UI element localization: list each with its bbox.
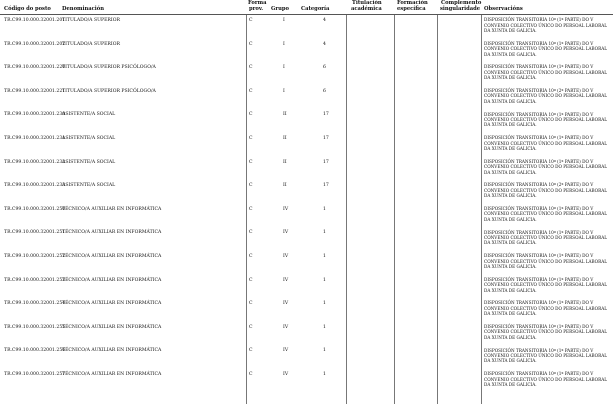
cell-denominacion: ASISTENTE/A SOCIAL <box>62 135 116 141</box>
cell-denominacion: TITULADO/A SUPERIOR <box>62 41 120 47</box>
header-formacion-1: Formación <box>397 0 428 6</box>
cell-denominacion: TÉCNICO/A AUXILIAR EN INFORMÁTICA <box>62 348 162 354</box>
table-row <box>0 345 613 369</box>
cell-codigo: TR.C99.10.000.32001.230 <box>4 112 66 118</box>
header-denominacion: Denominación <box>62 6 104 12</box>
cell-forma-prov: C <box>249 324 253 330</box>
cell-codigo: TR.C99.10.000.32001.231 <box>4 135 66 141</box>
cell-observacions: DISPOSICIÓN TRANSITORIA 10ª (1ª PARTE) DO V CONVENIO COLECTIVO ÚNICO DO PERSOAL LABORAL DA XUNTA DE GALICIA. <box>484 158 608 175</box>
cell-forma-prov: C <box>249 88 253 94</box>
cell-grupo: I <box>283 41 285 47</box>
cell-codigo: TR.C99.10.000.32001.221 <box>4 88 66 94</box>
cell-denominacion: TÉCNICO/A AUXILIAR EN INFORMÁTICA <box>62 206 162 212</box>
cell-forma-prov: C <box>249 301 253 307</box>
cell-observacions: DISPOSICIÓN TRANSITORIA 10ª (1ª PARTE) DO V CONVENIO COLECTIVO ÚNICO DO PERSOAL LABORAL DA XUNTA DE GALICIA. <box>484 64 608 81</box>
cell-codigo: TR.C99.10.000.32001.255 <box>4 324 66 330</box>
cell-codigo: TR.C99.10.000.32001.201 <box>4 18 66 23</box>
cell-categoria: 1 <box>323 324 326 330</box>
cell-codigo: TR.C99.10.000.32001.251 <box>4 230 66 236</box>
cell-grupo: IV <box>283 324 289 330</box>
cell-codigo: TR.C99.10.000.32001.232 <box>4 159 66 165</box>
cell-categoria: 1 <box>323 253 326 259</box>
table-row <box>0 157 613 181</box>
cell-grupo: II <box>283 183 287 189</box>
cell-categoria: 17 <box>323 112 329 118</box>
cell-grupo: IV <box>283 230 289 236</box>
cell-denominacion: ASISTENTE/A SOCIAL <box>62 112 116 118</box>
cell-grupo: I <box>283 65 285 71</box>
table-row <box>0 298 613 322</box>
cell-categoria: 1 <box>323 371 326 377</box>
cell-observacions: DISPOSICIÓN TRANSITORIA 10ª (1ª PARTE) DO V CONVENIO COLECTIVO ÚNICO DO PERSOAL LABORAL DA XUNTA DE GALICIA. <box>484 111 608 128</box>
table-row <box>0 133 613 157</box>
table-row <box>0 204 613 228</box>
cell-observacions: DISPOSICIÓN TRANSITORIA 10ª (1ª PARTE) DO V CONVENIO COLECTIVO ÚNICO DO PERSOAL LABORAL DA XUNTA DE GALICIA. <box>484 276 608 293</box>
cell-observacions: DISPOSICIÓN TRANSITORIA 10ª (1ª PARTE) DO V CONVENIO COLECTIVO ÚNICO DO PERSOAL LABORAL DA XUNTA DE GALICIA. <box>484 135 608 151</box>
header-categoria: Categoría <box>301 6 330 12</box>
header-grupo: Grupo <box>271 6 290 12</box>
cell-denominacion: TÉCNICO/A AUXILIAR EN INFORMÁTICA <box>62 324 162 330</box>
cell-observacions: DISPOSICIÓN TRANSITORIA 10ª (1ª PARTE) DO V CONVENIO COLECTIVO ÚNICO DO PERSOAL LABORAL DA XUNTA DE GALICIA. <box>484 300 608 317</box>
cell-categoria: 1 <box>323 277 326 283</box>
cell-grupo: I <box>283 18 285 23</box>
table-row <box>0 15 613 39</box>
cell-grupo: IV <box>283 348 289 354</box>
cell-codigo: TR.C99.10.000.32001.253 <box>4 277 66 283</box>
cell-categoria: 4 <box>323 41 326 47</box>
header-complemento-2: singularidade <box>440 6 481 12</box>
header-formacion-2: específica <box>397 6 426 12</box>
cell-categoria: 17 <box>323 183 329 189</box>
header-titulacion-2: académica <box>351 6 382 12</box>
cell-forma-prov: C <box>249 206 253 212</box>
cell-categoria: 17 <box>323 159 329 165</box>
table-body <box>0 15 613 393</box>
cell-denominacion: TITULADO/A SUPERIOR PSICÓLOGO/A <box>62 65 156 71</box>
cell-codigo: TR.C99.10.000.32001.233 <box>4 183 66 189</box>
cell-denominacion: TÉCNICO/A AUXILIAR EN INFORMÁTICA <box>62 253 162 259</box>
cell-grupo: IV <box>283 277 289 283</box>
cell-observacions: DISPOSICIÓN TRANSITORIA 10ª (1ª PARTE) DO V CONVENIO COLECTIVO ÚNICO DO PERSOAL LABORAL DA XUNTA DE GALICIA. <box>484 253 608 269</box>
header-complemento-1: Complemento <box>441 0 482 6</box>
cell-denominacion: TÉCNICO/A AUXILIAR EN INFORMÁTICA <box>62 230 162 236</box>
table-row <box>0 227 613 251</box>
cell-forma-prov: C <box>249 18 253 23</box>
cell-forma-prov: C <box>249 41 253 47</box>
cell-denominacion: TITULADO/A SUPERIOR PSICÓLOGO/A <box>62 88 156 94</box>
cell-denominacion: TÉCNICO/A AUXILIAR EN INFORMÁTICA <box>62 277 162 283</box>
cell-observacions: DISPOSICIÓN TRANSITORIA 10ª (1ª PARTE) DO V CONVENIO COLECTIVO ÚNICO DO PERSOAL LABORAL DA XUNTA DE GALICIA. <box>484 347 608 364</box>
cell-grupo: I <box>283 88 285 94</box>
cell-forma-prov: C <box>249 112 253 118</box>
cell-observacions: DISPOSICIÓN TRANSITORIA 10ª (1ª PARTE) DO V CONVENIO COLECTIVO ÚNICO DO PERSOAL LABORAL DA XUNTA DE GALICIA. <box>484 323 608 340</box>
cell-denominacion: ASISTENTE/A SOCIAL <box>62 183 116 189</box>
cell-observacions: DISPOSICIÓN TRANSITORIA 10ª (1ª PARTE) DO V CONVENIO COLECTIVO ÚNICO DO PERSOAL LABORAL DA XUNTA DE GALICIA. <box>484 40 608 57</box>
cell-categoria: 1 <box>323 206 326 212</box>
cell-forma-prov: C <box>249 183 253 189</box>
cell-observacions: DISPOSICIÓN TRANSITORIA 10ª (1ª PARTE) DO V CONVENIO COLECTIVO ÚNICO DO PERSOAL LABORAL DA XUNTA DE GALICIA. <box>484 371 608 387</box>
cell-categoria: 1 <box>323 301 326 307</box>
cell-codigo: TR.C99.10.000.32001.220 <box>4 65 66 71</box>
cell-forma-prov: C <box>249 277 253 283</box>
cell-categoria: 1 <box>323 230 326 236</box>
cell-grupo: IV <box>283 253 289 259</box>
cell-codigo: TR.C99.10.000.32001.250 <box>4 206 66 212</box>
table-row <box>0 62 613 86</box>
cell-codigo: TR.C99.10.000.32001.202 <box>4 41 66 47</box>
cell-categoria: 4 <box>323 18 326 23</box>
cell-codigo: TR.C99.10.000.32001.252 <box>4 253 66 259</box>
cell-denominacion: TÉCNICO/A AUXILIAR EN INFORMÁTICA <box>62 301 162 307</box>
header-observacions: Observacións <box>484 6 523 12</box>
cell-codigo: TR.C99.10.000.32001.256 <box>4 348 66 354</box>
table-row <box>0 369 613 393</box>
table-row <box>0 109 613 133</box>
table-row <box>0 251 613 275</box>
cell-codigo: TR.C99.10.000.32001.257 <box>4 371 66 377</box>
header-forma-2: prov. <box>249 6 264 12</box>
cell-forma-prov: C <box>249 253 253 259</box>
table-row <box>0 275 613 299</box>
cell-denominacion: ASISTENTE/A SOCIAL <box>62 159 116 165</box>
cell-observacions: DISPOSICIÓN TRANSITORIA 10ª (2ª PARTE) DO V CONVENIO COLECTIVO ÚNICO DO PERSOAL LABORAL DA XUNTA DE GALICIA. <box>484 182 608 199</box>
cell-denominacion: TÉCNICO/A AUXILIAR EN INFORMÁTICA <box>62 371 162 377</box>
cell-grupo: II <box>283 135 287 141</box>
cell-categoria: 1 <box>323 348 326 354</box>
cell-forma-prov: C <box>249 65 253 71</box>
header-forma-1: Forma <box>248 0 267 6</box>
cell-categoria: 6 <box>323 88 326 94</box>
cell-grupo: II <box>283 112 287 118</box>
cell-categoria: 17 <box>323 135 329 141</box>
cell-forma-prov: C <box>249 371 253 377</box>
cell-grupo: IV <box>283 371 289 377</box>
cell-denominacion: TITULADO/A SUPERIOR <box>62 18 120 23</box>
cell-grupo: IV <box>283 206 289 212</box>
cell-forma-prov: C <box>249 159 253 165</box>
header-codigo: Código do posto <box>4 6 51 12</box>
cell-codigo: TR.C99.10.000.32001.254 <box>4 301 66 307</box>
cell-observacions: DISPOSICIÓN TRANSITORIA 10ª (1ª PARTE) DO V CONVENIO COLECTIVO ÚNICO DO PERSOAL LABORAL DA XUNTA DE GALICIA. <box>484 205 608 222</box>
cell-grupo: IV <box>283 301 289 307</box>
cell-categoria: 6 <box>323 65 326 71</box>
table-row <box>0 322 613 346</box>
cell-forma-prov: C <box>249 135 253 141</box>
table-row <box>0 86 613 110</box>
table-row <box>0 180 613 204</box>
cell-observacions: DISPOSICIÓN TRANSITORIA 10ª (1ª PARTE) DO V CONVENIO COLECTIVO ÚNICO DO PERSOAL LABORAL DA XUNTA DE GALICIA. <box>484 17 608 33</box>
header-titulacion-1: Titulación <box>352 0 382 6</box>
cell-forma-prov: C <box>249 348 253 354</box>
table-row <box>0 39 613 63</box>
table-header <box>0 0 613 14</box>
cell-observacions: DISPOSICIÓN TRANSITORIA 10ª (2ª PARTE) DO V CONVENIO COLECTIVO ÚNICO DO PERSOAL LABORAL DA XUNTA DE GALICIA. <box>484 87 608 104</box>
cell-observacions: DISPOSICIÓN TRANSITORIA 10ª (1ª PARTE) DO V CONVENIO COLECTIVO ÚNICO DO PERSOAL LABORAL DA XUNTA DE GALICIA. <box>484 229 608 246</box>
cell-forma-prov: C <box>249 230 253 236</box>
cell-grupo: II <box>283 159 287 165</box>
